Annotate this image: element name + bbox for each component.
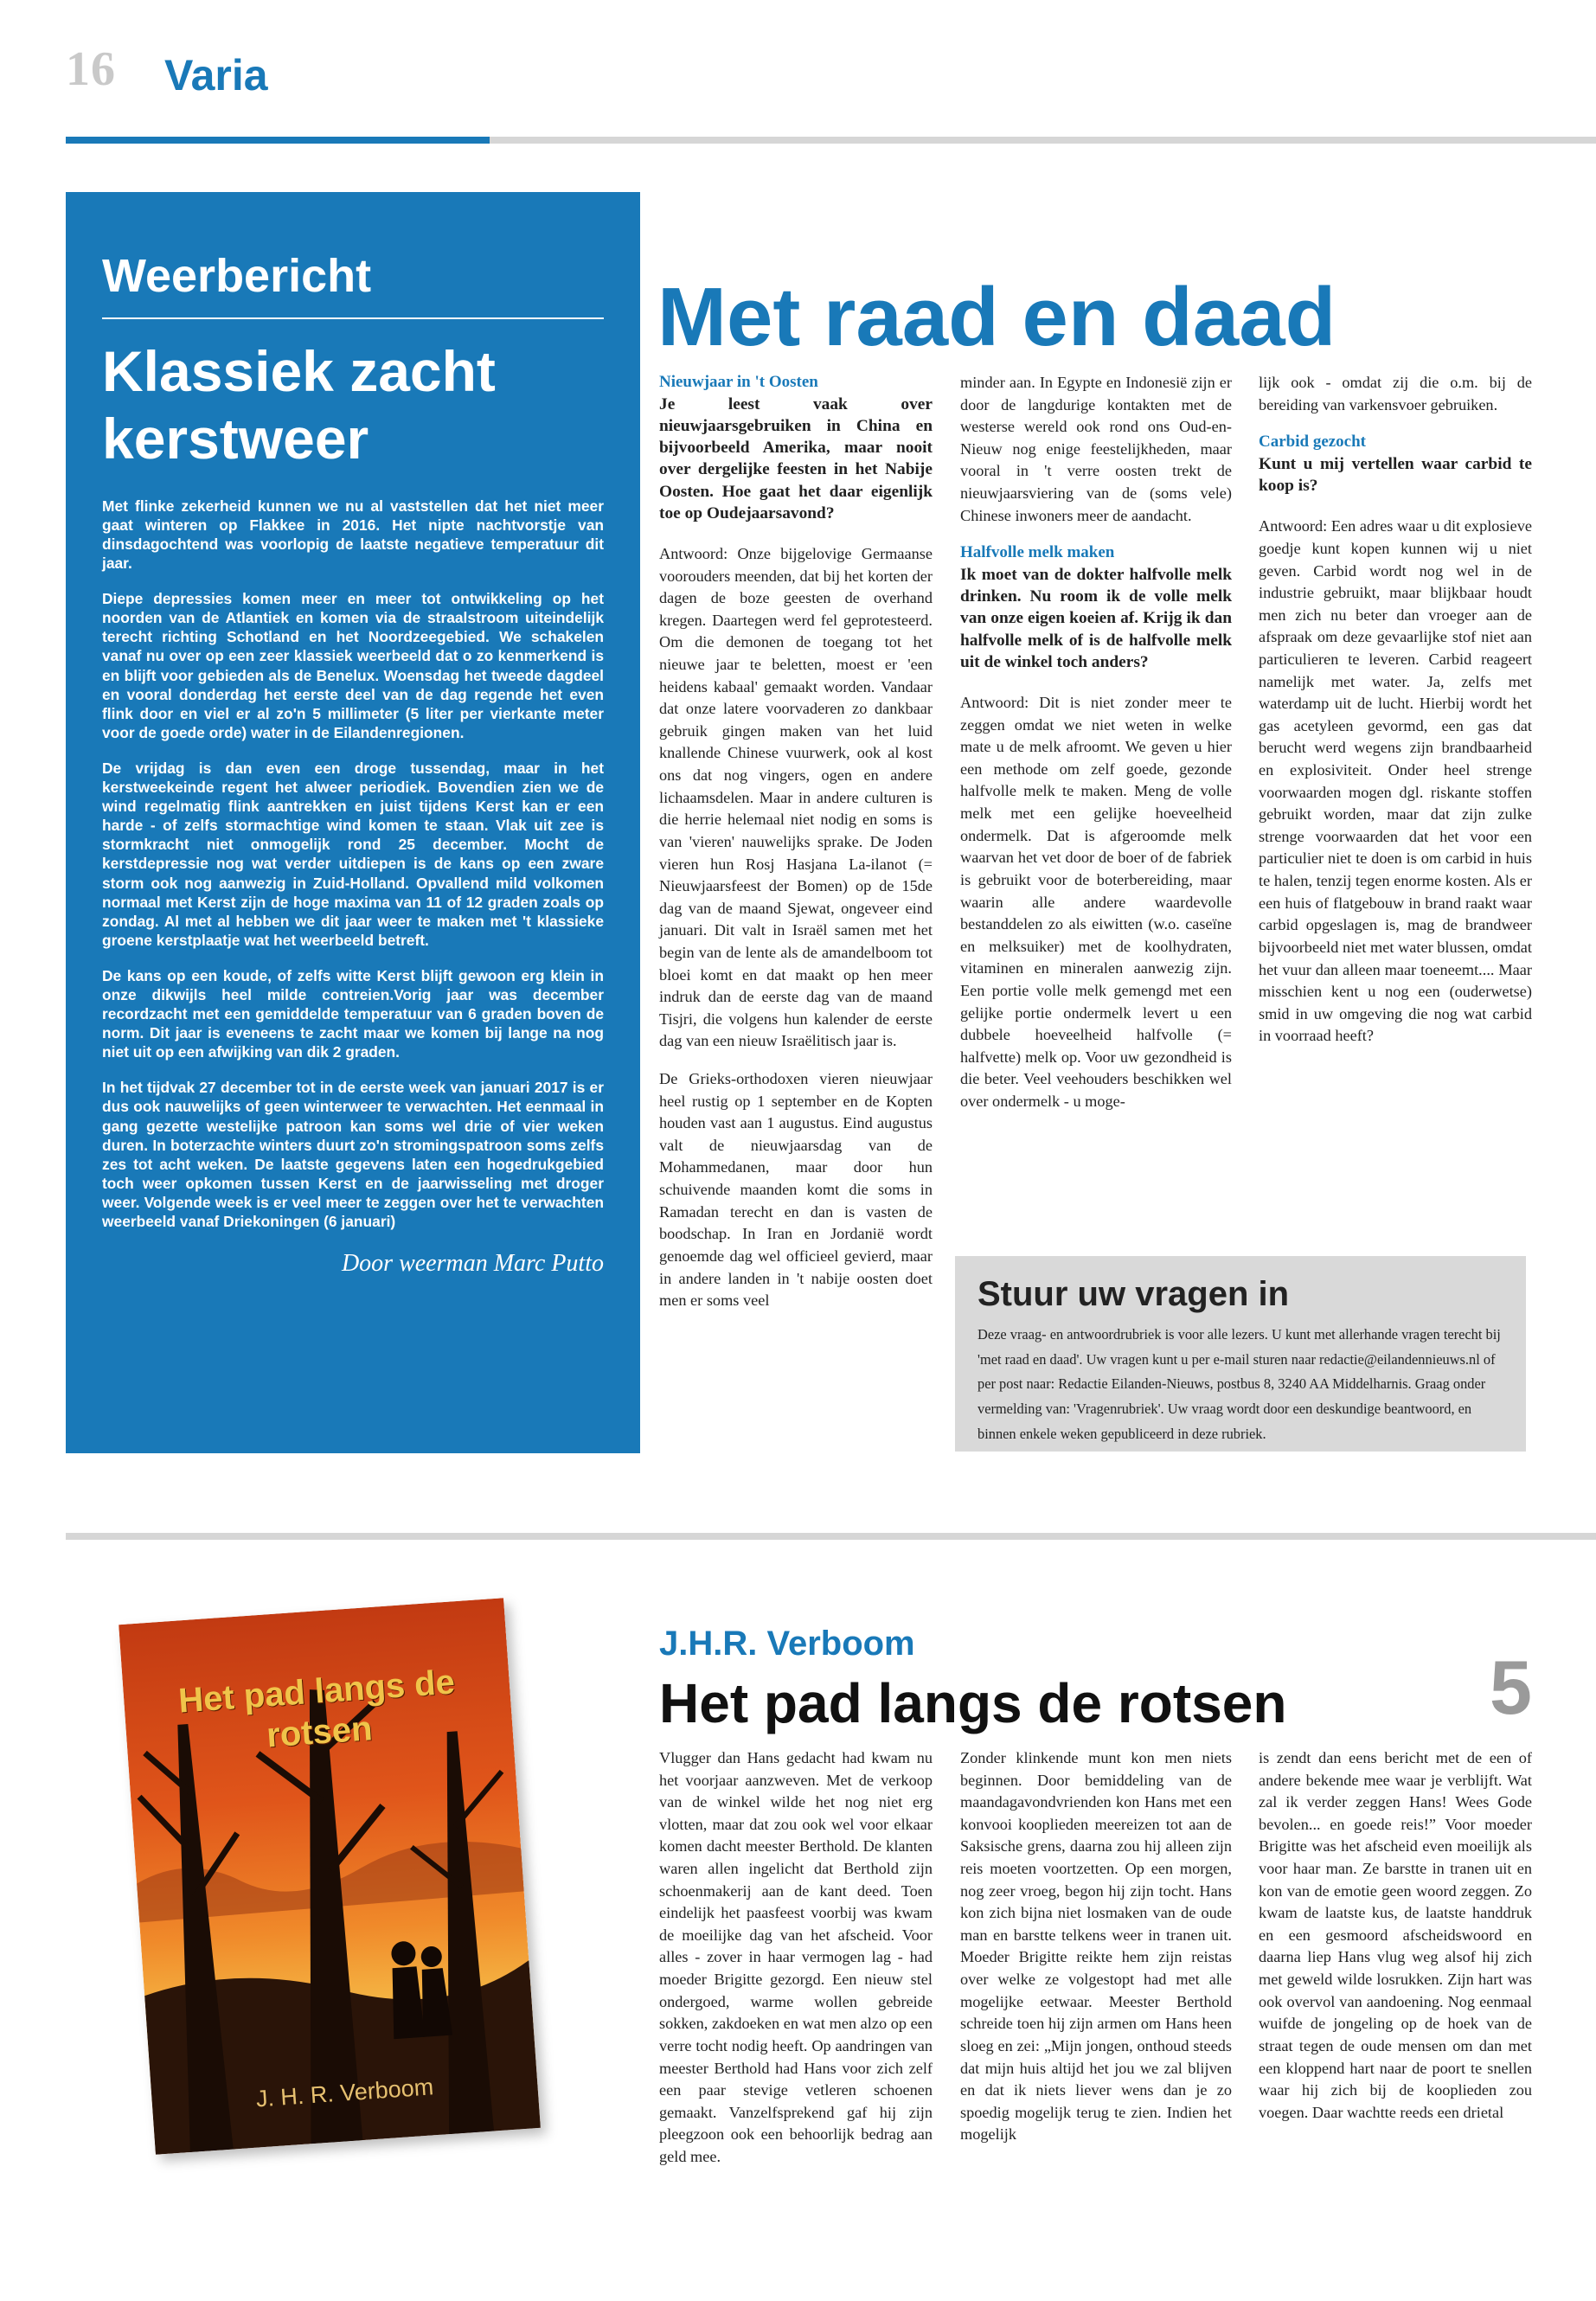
weather-divider	[102, 317, 604, 319]
advice-subhead: Carbid gezocht	[1259, 433, 1367, 452]
weather-headline: Klassiek zacht kerstweer	[102, 339, 496, 471]
send-questions-text: Deze vraag- en antwoordrubriek is voor alle lezers. U kunt met allerhande vragen terecht bij 'met raad en daad'. Uw vragen kunt u per e-mail sturen naar redactie@eilandennieuws.nl of per post naar: Redactie Eilanden-Nieuws, postbus 8, 3240 AA Middelharnis. Graag onder vermelding van: 'Vragenrubriek'. Uw vraag wordt door een deskundige beantwoord, en binnen enkele weken gepubliceerd in deze rubriek.	[977, 1326, 1501, 1442]
advice-answer: lijk ook - omdat zij die o.m. bij de bereiding van varkensvoer gebruiken.	[1259, 374, 1532, 413]
section-title: Varia	[164, 51, 268, 99]
advice-answer: Antwoord: Dit is niet zonder meer te zeggen omdat we niet weten in welke mate u de melk afroomt. We geven u hier een methode om zelf goede, gezonde halfvolle melk te maken. Meng de volle melk met een gelijke hoeveelheid ondermelk. Dat is afgeroomde melk waarvan het vet door de boer of de fabriek is gebruikt voor de boterbereiding, maar waarin alle andere waardevolle bestanddelen zo als eiwitten (w.o. caseïne en melksuiker) met de koolhydraten, vitaminen en mineralen aanwezig zijn. Een portie volle melk gemengd met een gelijke portie ondermelk levert u een dubbele hoeveelheid halfvolle (= halfvette) melk op. Voor uw gezondheid is die beter. Veel veehouders beschikken wel over ondermelk - u moge-	[960, 694, 1232, 1111]
weather-paragraph: Diepe depressies komen meer en meer tot ontwikkeling op het noorden van de Atlantiek en komen via de straalstroom uiteindelijk terecht richting Schotland en het Noordzeegebied. We schakelen vanaf nu over op een zeer klassiek weerbeeld dat o zo kenmerkend is en blijft voor gebieden als de Benelux. Woensdag het tweede dagdeel en vooral donderdag het eerste deel van de dag regende het even flink door en viel er al zo'n 5 millimeter (5 liter per vierkante meter voor de goede orde) water in de Eilandenregionen.	[102, 590, 604, 741]
episode-number: 5	[1490, 1644, 1532, 1730]
advice-answer: Antwoord: Een adres waar u dit explosieve goedje kunt kopen kunnen wij u niet geven. Carbid wordt nog wel in de industrie gebruikt, maar blijkbaar houdt men zich nu beter dan vroeger aan de afspraak om deze gevaarlijke stof niet aan particulieren te leveren. Carbid reageert namelijk met water. Ja, zelfs met waterdamp uit de lucht. Hierbij wordt het gas acetyleen gevormd, een gas dat berucht werd wegens zijn brandbaarheid en explosiviteit. Onder heel strenge voorwaarden mogen dgl. riskante stoffen gebruikt worden, maar dat zijn zulke strenge voorwaarden dat het voor een particulier niet te doen is om carbid in huis te halen, tenzij tegen enorme kosten. Als er een huis of flatgebouw in brand raakt waar carbid opgeslagen is, mag de brandweer bijvoorbeeld niet met water blussen, omdat het vuur dan alleen maar toeneemt.... Maar misschien kent u nog een (ouderwetse) smid in uw omgeving die nog wat carbid in voorraad heeft?	[1259, 517, 1532, 1045]
section-divider	[66, 1533, 1596, 1540]
advice-answer: minder aan. In Egypte en Indonesië zijn er door de langdurige kontakten met de westerse wereld ook rond ons Oud-en-Nieuw nog enige feestelijkheden, maar vooral in 't verre oosten trekt de nieuwjaarsviering van de (soms vele) Chinese inwoners meer de aandacht.	[960, 374, 1232, 524]
weather-paragraph: In het tijdvak 27 december tot in de eerste week van januari 2017 is er dus ook nauwelijks of geen winterweer te verwachten. Het eenmaal in gang gezette westelijke patroon kan soms wel drie of vier weken duren. In boterzachte winters duurt zo'n stromingspatroon soms zelfs zes tot acht weken. De laatste gegevens laten een hogedrukgebied toch weer opkomen tussen Kerst en de jaarwisseling met droger weer. Volgende week is er veel meer te zeggen over het te verwachten weerbeeld vanaf Driekoningen (6 januari)	[102, 1079, 604, 1231]
advice-answer: Antwoord: Onze bijgelovige Germaanse voorouders meenden, dat bij het korten der dagen de boze geesten de overhand kregen. Daartegen werd fel geprotesteerd. Om die demonen de toegang tot het nieuwe jaar te beletten, moest er 'een heidens kabaal' gemaakt worden. Vandaar dat onze latere voorvaderen zo dankbaar gebruik gingen maken van het luid knallende Chinese vuurwerk, ook al kost ons dat nog vingers, ogen en andere lichaamsdelen. Maar in andere culturen is die herrie helemaal niet nodig en soms is van 'vieren' nauwelijks sprake. De Joden vieren hun Rosj Hasjana La-ilanot (= Nieuwjaarsfeest der Bomen) op de 15de dag van de maand Sjewat, ongeveer eind januari. Dit valt in Israël samen met het begin van de lente als de amandelboom tot bloei komt en dat maakt op hen meer indruk dan de eerste dag van de maand Tisjri, die volgens hun kalender de eerste dag van een nieuw Israëlitisch jaar is.	[659, 545, 933, 1050]
weather-body	[102, 497, 604, 1231]
advice-question: Kunt u mij vertellen waar carbid te koop is?	[1259, 454, 1532, 496]
advice-column-3	[1259, 372, 1532, 1063]
story-column-1: Vlugger dan Hans gedacht had kwam nu het voorjaar aanzweven. Met de verkoop van de winkel wilde het nog niet erg vlotten, maar dat zou ook wel voor elkaar komen dacht meester Berthold. De klanten waren allen ingelicht dat Berthold zijn schoenmakerij aan de kant deed. Toen eindelijk het paasfeest voorbij was kwam de moeilijke dag van het afscheid. Voor alles - zover in haar vermogen lag - had moeder Brigitte gezorgd. Een nieuw stel ondergoed, warme wollen gebreide sokken, zakdoeken en wat men alzo op een verre tocht nodig heeft. Op aandringen van meester Berthold had Hans voor zich zelf een paar stevige vetleren schoenen gemaakt. Vanzelfsprekend gaf hij zijn pleegzoon ook een behoorlijk bedrag aan geld mee.	[659, 1749, 933, 2165]
story-column-2: Zonder klinkende munt kon men niets beginnen. Door bemiddeling van de maandagavondvrienden kon Hans met een konvooi kooplieden meereizen tot aan de Saksische grens, daarna zou hij alleen zijn reis moeten voortzetten. Op een morgen, nog zeer vroeg, begon hij zijn tocht. Hans kon zich bijna niet losmaken van de oude man en barstte telkens weer in tranen uit. Moeder Brigitte reikte hem zijn reistas over welke ze volgestopt had met alle mogelijke eetwaar. Meester Berthold schreide toen hij zijn armen om Hans heen sloeg en zei: „Mijn jongen, onthoud steeds dat mijn huis altijd het jou we zal blijven en dat ik niets liever wens dan je zo spoedig mogelijk terug te zien. Indien het mogelijk	[960, 1749, 1232, 2144]
send-questions-title: Stuur uw vragen in	[977, 1275, 1290, 1313]
advice-question: Je leest vaak over nieuwjaarsgebruiken in China en bijvoorbeeld Amerika, maar nooit over dergelijke feesten in het Nabije Oosten. Hoe gaat het daar eigenlijk toe op Oudejaarsavond?	[659, 394, 933, 522]
advice-answer: De Grieks-orthodoxen vieren nieuwjaar heel rustig op 1 september en de Kopten houden vast aan 1 augustus. Eind augustus valt de nieuwjaarsdag van de Mohammedanen, maar door hun schuivende maanden komt die soms in Ramadan terecht en dan is vasten de boodschap. In Iran en Jordanië wordt genoemde dag wel officieel gevierd, maar in andere landen in 't nabije oosten doet men er soms veel	[659, 1070, 933, 1310]
advice-subhead: Halfvolle melk maken	[960, 543, 1115, 562]
advice-column-1	[659, 372, 933, 1328]
page-number: 16	[66, 42, 116, 96]
weather-kicker: Weerbericht	[102, 250, 372, 302]
weather-box	[66, 192, 640, 1453]
story-column-3: is zendt dan eens bericht met de een of andere bekende mee waar je verblijft. Wat zal ik verder zeggen Hans! Wees Gode bevolen... en goede reis!” Voor moeder Brigitte was het afscheid even moeilijk als voor haar man. Ze barstte in tranen uit en kon van de emotie geen woord zeggen. Zo kwam de laatste kus, de laatste handdruk en een gesmoord afscheidswoord en daarna liep Hans vlug weg alsof hij zich met geweld wilde losrukken. Zijn hart was ook overvol van aandoening. Nog eenmaal wuifde de jongeling op de hoek van de straat tegen de oude mensen om dan met een kloppend hart naar de poort te snellen waar hij zich bij de kooplieden zou voegen. Daar wachtte reeds een drietal	[1259, 1749, 1532, 2121]
advice-headline: Met raad en daad	[657, 271, 1336, 363]
weather-paragraph: Met flinke zekerheid kunnen we nu al vaststellen dat het niet meer gaat winteren op Flakkee in 2016. Het nipte nachtvorstje van dinsdagochtend was voorlopig de laatste negatieve temperatuur dit jaar.	[102, 497, 604, 573]
header-rule	[490, 137, 1596, 144]
book-cover	[119, 1598, 541, 2155]
book-cover-title: Het pad langs de rotsen	[176, 1663, 457, 1755]
book-cover-author: J. H. R. Verboom	[254, 2073, 435, 2112]
weather-byline: Door weerman Marc Putto	[341, 1250, 604, 1278]
advice-subhead: Nieuwjaar in 't Oosten	[659, 373, 818, 391]
advice-question: Ik moet van de dokter halfvolle melk drinken. Nu room ik de volle melk van onze eigen koeien af. Krijg ik dan halfvolle melk of is de halfvolle melk uit de winkel toch anders?	[960, 565, 1232, 671]
weather-paragraph: De kans op een koude, of zelfs witte Kerst blijft gewoon erg klein in onze dikwijls heel milde contreien.Vorig jaar was december recordzacht met een gemiddelde temperatuur van 6 graden boven de norm. Dit jaar is eveneens te zacht maar we komen bij lange na nog niet uit op een afwijking van dik 2 graden.	[102, 966, 604, 1061]
weather-paragraph: De vrijdag is dan even een droge tussendag, maar in het kerstweekeinde regent het alweer periodiek. Bovendien zien we de wind regelmatig flink aantrekken en juist tijdens Kerst kan er een harde - of zelfs stormachtige wind komen te staan. Vlak uit zee is stormkracht niet onmogelijk rond 25 december. Mocht de kerstdepressie nog wat verder uitdiepen is de kans op een zware storm ook nog aanwezig in Zuid-Holland. Opvallend mild volkomen normaal met Kerst zijn de hoge maxima van 11 of 12 graden zoals op zondag. Al met al hebben we dit jaar weer te maken met 't klassieke groene kerstplaatje wat het weerbeeld betreft.	[102, 759, 604, 949]
story-title: Het pad langs de rotsen	[659, 1672, 1287, 1734]
story-author: J.H.R. Verboom	[659, 1625, 915, 1663]
send-questions-box	[955, 1256, 1526, 1452]
advice-column-2	[960, 372, 1232, 1129]
header-rule-accent	[66, 137, 490, 144]
